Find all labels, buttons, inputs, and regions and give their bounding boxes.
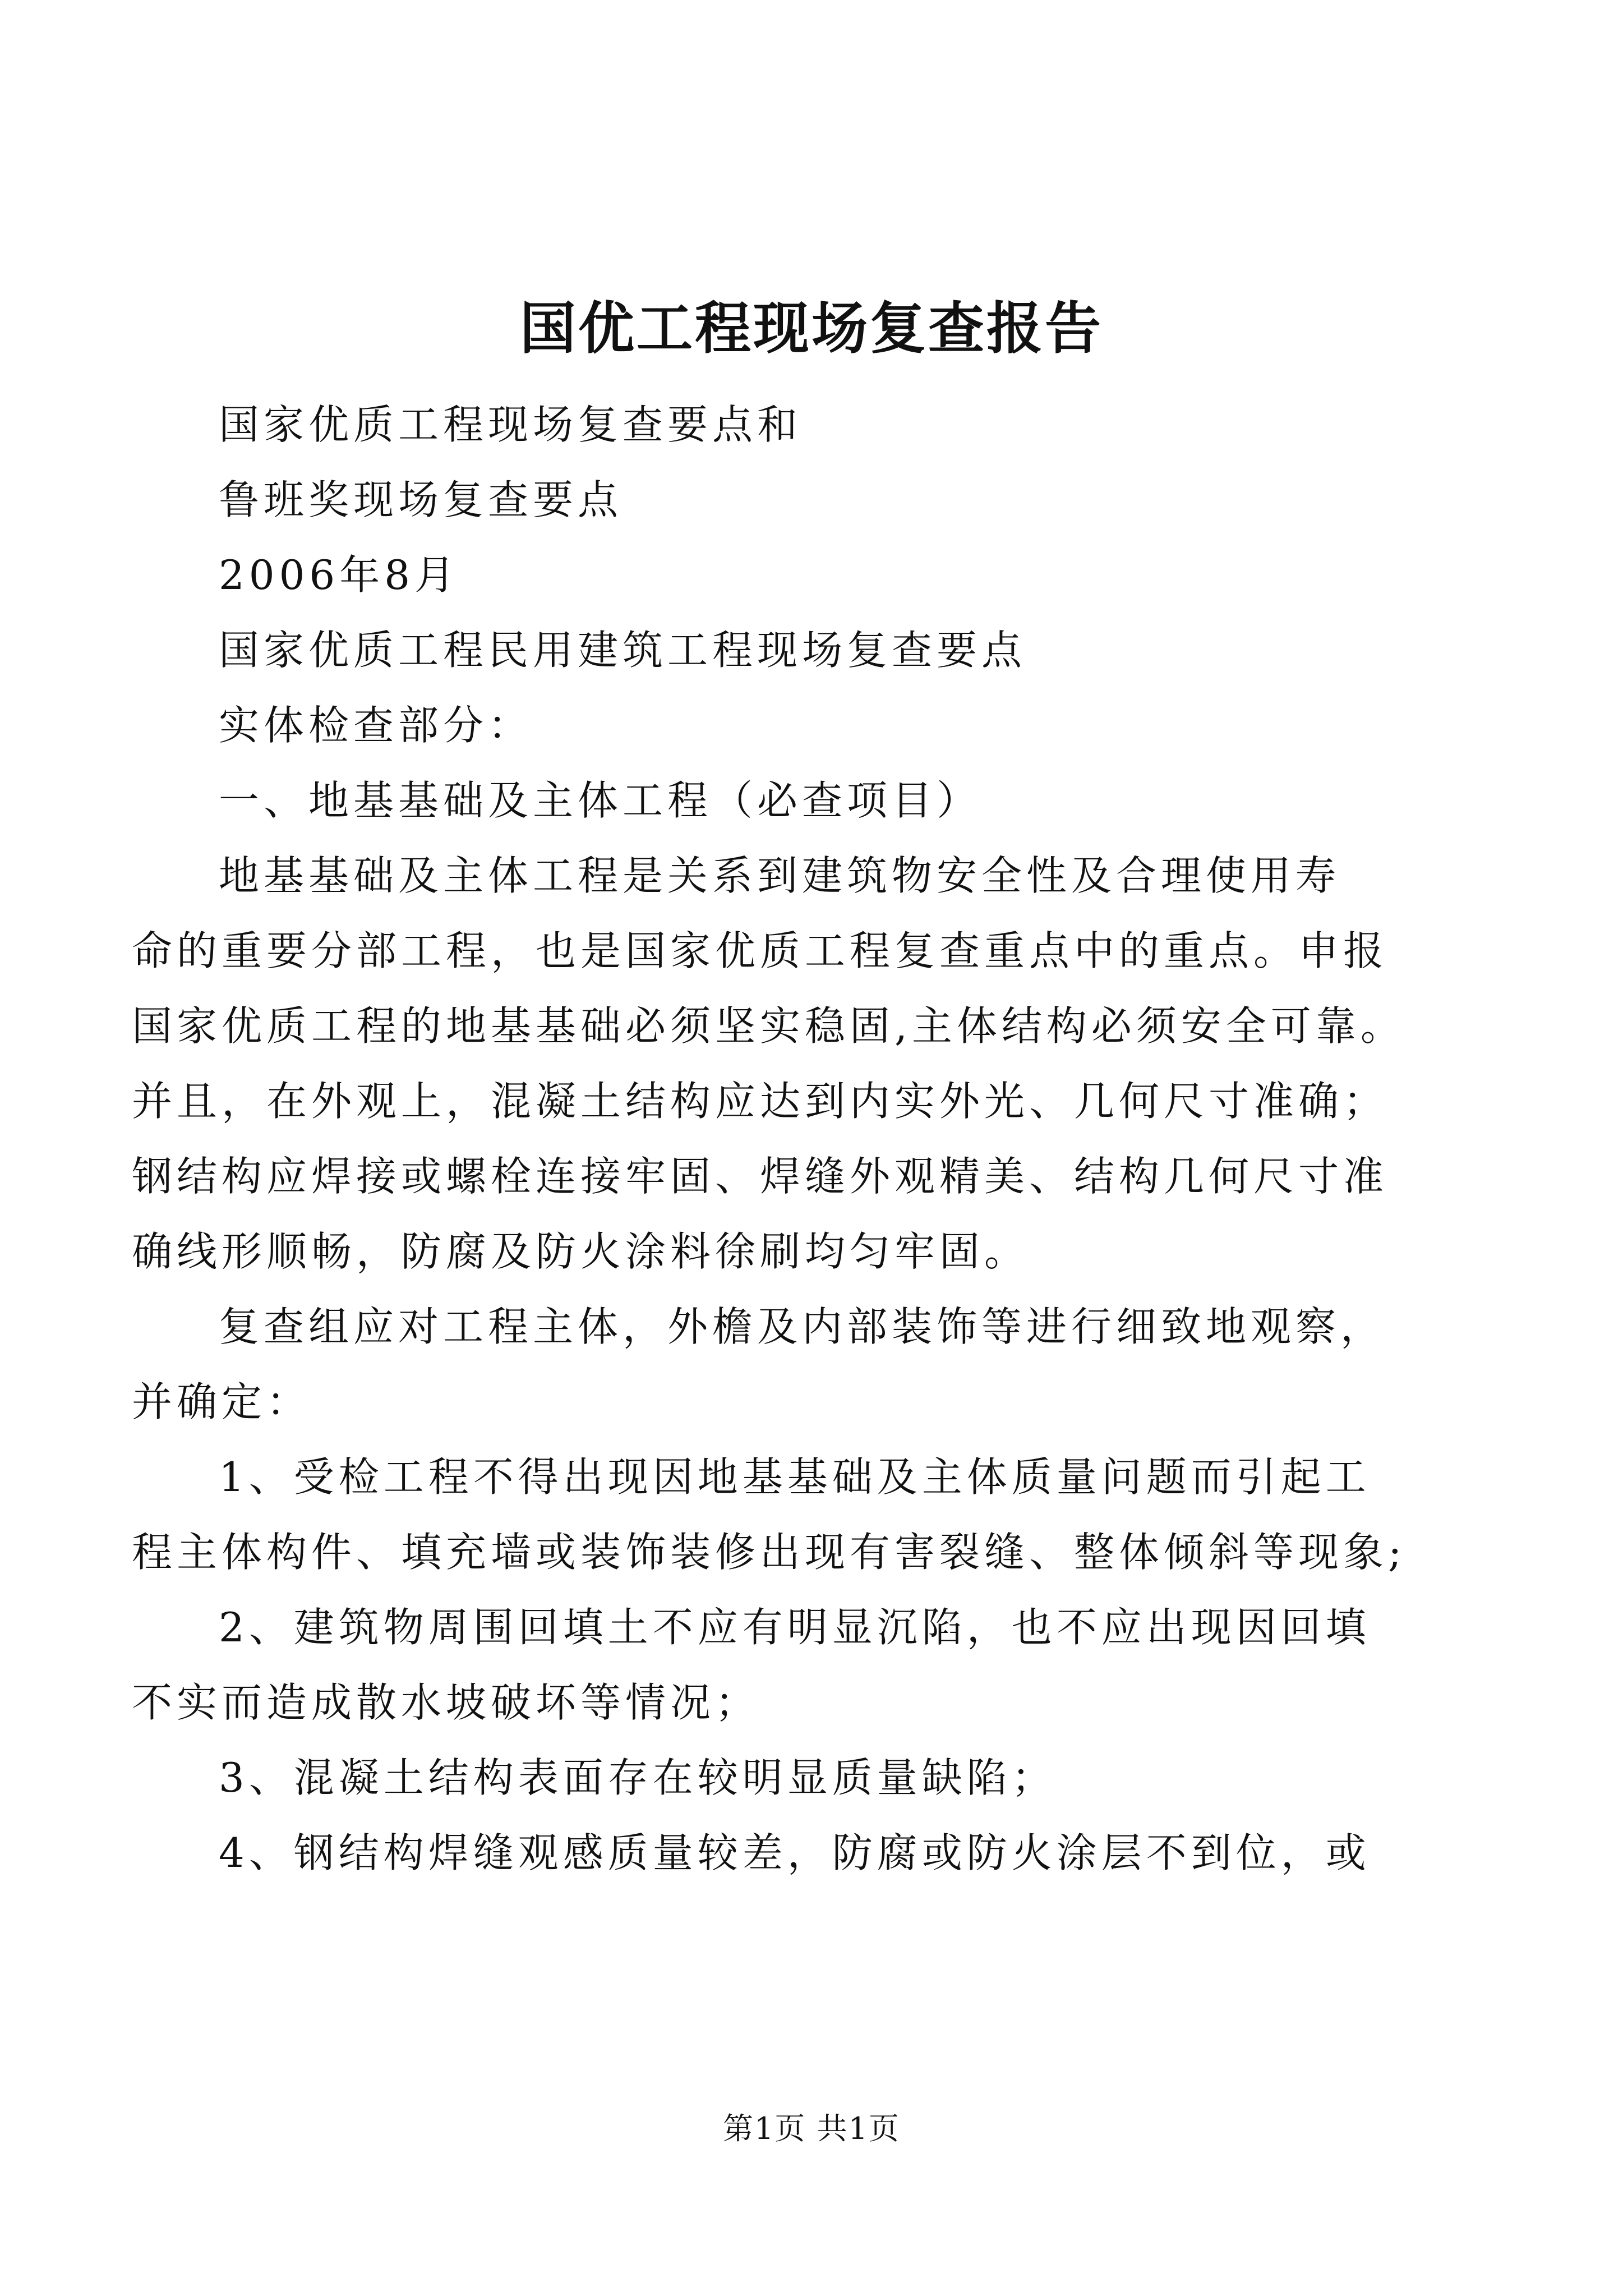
list-item-line: 3、混凝土结构表面存在较明显质量缺陷； bbox=[219, 1754, 1057, 1801]
document-paragraphs bbox=[132, 838, 1424, 1890]
text-line: 国家优质工程现场复查要点和 bbox=[219, 401, 803, 448]
paragraph-line: 确线形顺畅，防腐及防火涂料徐刷均匀牢固。 bbox=[132, 1228, 1030, 1275]
text-line: 实体检查部分： bbox=[219, 702, 533, 749]
document-body bbox=[219, 387, 1424, 838]
section-heading: 一、地基基础及主体工程（必查项目） bbox=[219, 777, 982, 824]
list-item-line: 4、钢结构焊缝观感质量较差，防腐或防火涂层不到位，或 bbox=[219, 1829, 1371, 1876]
paragraph-line: 复查组应对工程主体，外檐及内部装饰等进行细致地观察， bbox=[219, 1303, 1386, 1350]
list-item-line: 1、受检工程不得出现因地基基础及主体质量问题而引起工 bbox=[219, 1453, 1371, 1501]
page-footer: 第1页 共1页 bbox=[723, 2111, 900, 2146]
text-line: 2006年8月 bbox=[219, 551, 460, 599]
text-line: 鲁班奖现场复查要点 bbox=[219, 476, 623, 523]
list-item-line: 程主体构件、填充墙或装饰装修出现有害裂缝、整体倾斜等现象; bbox=[132, 1529, 1407, 1576]
paragraph-line: 钢结构应焊接或螺栓连接牢固、焊缝外观精美、结构几何尺寸准 bbox=[132, 1153, 1389, 1200]
paragraph-line: 并确定： bbox=[132, 1378, 312, 1425]
list-item-line: 2、建筑物周围回填土不应有明显沉陷，也不应出现因回填 bbox=[219, 1604, 1371, 1651]
paragraph-line: 并且，在外观上，混凝土结构应达到内实外光、几何尺寸准确； bbox=[132, 1078, 1389, 1125]
document-title: 国优工程现场复查报告 bbox=[520, 295, 1103, 361]
paragraph-line: 国家优质工程的地基基础必须坚实稳固,主体结构必须安全可靠。 bbox=[132, 1002, 1405, 1050]
paragraph-line: 地基基础及主体工程是关系到建筑物安全性及合理使用寿 bbox=[219, 852, 1341, 899]
text-line: 国家优质工程民用建筑工程现场复查要点 bbox=[219, 627, 1027, 674]
paragraph-line: 命的重要分部工程，也是国家优质工程复查重点中的重点。申报 bbox=[132, 927, 1389, 974]
list-item-line: 不实而造成散水坡破坏等情况； bbox=[132, 1679, 760, 1726]
